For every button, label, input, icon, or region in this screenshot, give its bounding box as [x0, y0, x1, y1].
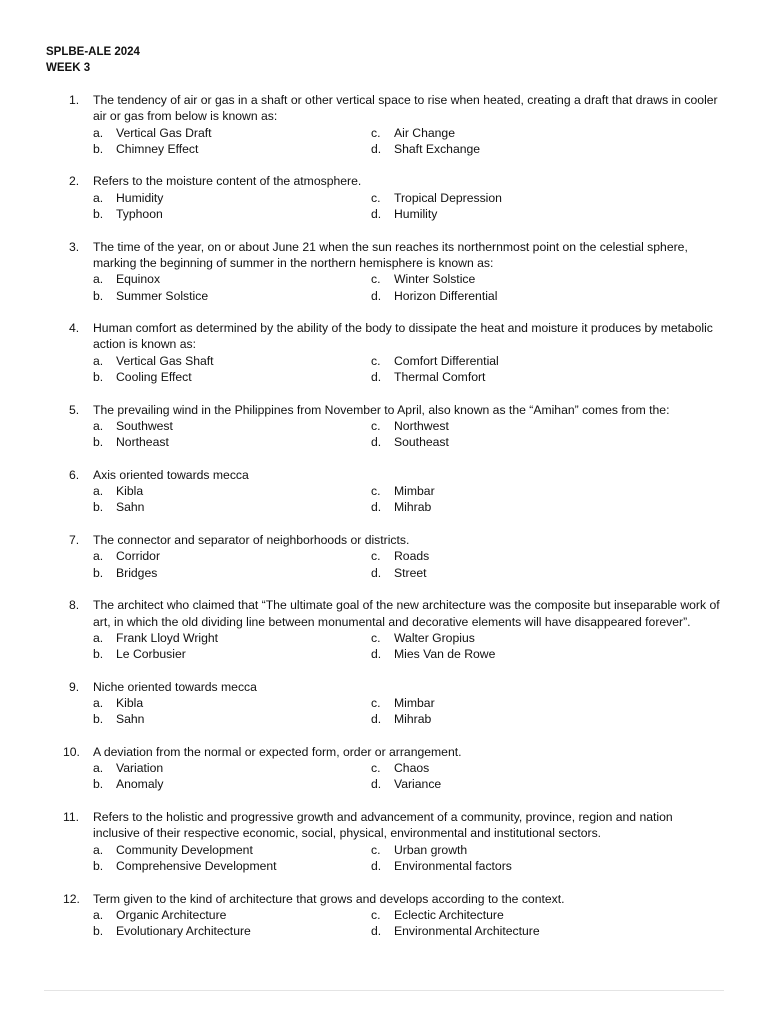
choice-letter: c.	[371, 695, 381, 710]
question-number: 3.	[69, 239, 80, 254]
choice-text: Comprehensive Development	[116, 858, 277, 873]
question-stem	[0, 239, 768, 272]
choice-letter: d.	[371, 370, 382, 385]
choice-letter: d.	[371, 647, 382, 662]
question-2	[0, 173, 768, 222]
choice-letter: a.	[93, 125, 104, 140]
choice-letter: a.	[93, 549, 104, 564]
choice-list	[0, 695, 768, 728]
question-stem	[0, 809, 768, 842]
choice-letter: a.	[93, 418, 104, 433]
choice-text: Equinox	[116, 272, 161, 287]
question-text: A deviation from the normal or expected form, order or arrangement.	[93, 744, 462, 759]
choice-text: Vertical Gas Shaft	[116, 353, 214, 368]
choice-text: Evolutionary Architecture	[116, 924, 251, 939]
choice-text: Vertical Gas Draft	[116, 125, 212, 140]
choice-letter: a.	[93, 353, 104, 368]
choice-letter: d.	[371, 858, 382, 873]
choice-list	[0, 418, 768, 451]
question-number: 4.	[69, 321, 80, 336]
question-stem	[0, 92, 768, 125]
question-number: 2.	[69, 174, 80, 189]
choice-letter: b.	[93, 924, 104, 939]
choice-text: Summer Solstice	[116, 288, 209, 303]
choice-letter: a.	[93, 630, 104, 645]
choice-list	[0, 760, 768, 793]
question-10	[0, 744, 768, 793]
choice-letter: d.	[371, 924, 382, 939]
choice-letter: a.	[93, 907, 104, 922]
choice-letter: b.	[93, 500, 104, 515]
choice-letter: c.	[371, 842, 381, 857]
choice-letter: b.	[93, 647, 104, 662]
choice-text: Walter Gropius	[394, 630, 475, 645]
choice-text: Horizon Differential	[394, 288, 498, 303]
choice-letter: d.	[371, 777, 382, 792]
question-number: 1.	[69, 93, 80, 107]
question-number: 5.	[69, 402, 80, 417]
choice-letter: a.	[93, 272, 104, 287]
question-1	[0, 92, 768, 157]
choice-list	[0, 548, 768, 581]
question-text: The time of the year, on or about June 21 when the sun reaches its northernmost point on the celestial sphere, marking the beginning of summer in the northern hemisphere is known as:	[93, 239, 688, 270]
choice-letter: b.	[93, 858, 104, 873]
question-number: 12.	[63, 891, 80, 906]
choice-letter: c.	[371, 418, 381, 433]
choice-letter: a.	[93, 484, 104, 499]
choice-text: Anomaly	[116, 777, 164, 792]
choice-list	[0, 353, 768, 386]
choice-letter: d.	[371, 500, 382, 515]
choice-list	[0, 907, 768, 940]
question-number: 6.	[69, 467, 80, 482]
choice-text: Corridor	[116, 549, 161, 564]
question-stem	[0, 891, 768, 907]
choice-text: Mihrab	[394, 712, 432, 727]
question-stem	[0, 744, 768, 760]
choice-text: Comfort Differential	[394, 353, 499, 368]
choice-letter: c.	[371, 549, 381, 564]
choice-text: Environmental Architecture	[394, 924, 540, 939]
choice-letter: a.	[93, 190, 104, 205]
choice-text: Humility	[394, 207, 438, 222]
question-text: Term given to the kind of architecture that grows and develops according to the context.	[93, 891, 565, 906]
choice-text: Southwest	[116, 418, 173, 433]
question-text: The connector and separator of neighborhoods or districts.	[93, 533, 410, 548]
choice-letter: c.	[371, 125, 381, 140]
choice-text: Variance	[394, 777, 442, 792]
question-number: 9.	[69, 679, 80, 694]
question-5	[0, 402, 768, 451]
choice-letter: c.	[371, 484, 381, 499]
question-number: 10.	[63, 744, 80, 759]
choice-text: Chaos	[394, 761, 430, 776]
choice-text: Tropical Depression	[394, 190, 502, 205]
choice-text: Organic Architecture	[116, 907, 227, 922]
exam-title: SPLBE-ALE 2024	[46, 46, 140, 58]
choice-text: Le Corbusier	[116, 647, 186, 662]
choice-text: Kibla	[116, 695, 144, 710]
choice-letter: a.	[93, 761, 104, 776]
choice-letter: c.	[371, 353, 381, 368]
choice-text: Sahn	[116, 712, 145, 727]
choice-list	[0, 190, 768, 223]
choice-letter: b.	[93, 141, 104, 156]
choice-letter: b.	[93, 435, 104, 450]
question-11	[0, 809, 768, 874]
question-3	[0, 239, 768, 304]
choice-letter: d.	[371, 565, 382, 580]
question-text: Niche oriented towards mecca	[93, 679, 257, 694]
question-text: The architect who claimed that “The ultimate goal of the new architecture was the composite but inseparable work of art, in which the old dividing line between monumental and decorative elements will have disappeared forever”.	[93, 598, 720, 629]
question-text: Refers to the holistic and progressive growth and advancement of a community, province, region and nation inclusive of their respective economic, social, physical, environmental and institutional sectors.	[93, 810, 673, 841]
choice-text: Eclectic Architecture	[394, 907, 504, 922]
choice-letter: d.	[371, 141, 382, 156]
choice-text: Kibla	[116, 484, 144, 499]
choice-text: Air Change	[394, 125, 455, 140]
question-stem	[0, 597, 768, 630]
choice-letter: c.	[371, 630, 381, 645]
question-list	[0, 92, 768, 956]
choice-text: Community Development	[116, 842, 253, 857]
choice-letter: a.	[93, 842, 104, 857]
choice-letter: b.	[93, 288, 104, 303]
choice-list	[0, 483, 768, 516]
choice-text: Thermal Comfort	[394, 370, 486, 385]
choice-letter: a.	[93, 695, 104, 710]
choice-text: Mimbar	[394, 695, 435, 710]
choice-text: Environmental factors	[394, 858, 512, 873]
choice-text: Chimney Effect	[116, 141, 199, 156]
document-header	[46, 44, 140, 76]
choice-text: Frank Lloyd Wright	[116, 630, 219, 645]
choice-letter: d.	[371, 288, 382, 303]
choice-text: Humidity	[116, 190, 164, 205]
choice-letter: c.	[371, 190, 381, 205]
question-text: The prevailing wind in the Philippines from November to April, also known as the “Amihan” comes from the:	[93, 402, 670, 417]
choice-text: Shaft Exchange	[394, 141, 481, 156]
question-number: 11.	[63, 810, 80, 825]
choice-letter: b.	[93, 207, 104, 222]
choice-text: Cooling Effect	[116, 370, 192, 385]
choice-text: Northwest	[394, 418, 449, 433]
question-4	[0, 320, 768, 385]
choice-letter: b.	[93, 370, 104, 385]
choice-letter: c.	[371, 761, 381, 776]
question-text: Refers to the moisture content of the atmosphere.	[93, 174, 362, 189]
question-number: 8.	[69, 598, 80, 613]
page-bottom-divider	[44, 990, 724, 991]
choice-text: Mimbar	[394, 484, 435, 499]
question-stem	[0, 532, 768, 548]
choice-text: Typhoon	[116, 207, 163, 222]
question-text: Human comfort as determined by the ability of the body to dissipate the heat and moisture it produces by metabolic action is known as:	[93, 321, 713, 352]
choice-list	[0, 842, 768, 875]
question-stem	[0, 320, 768, 353]
question-8	[0, 597, 768, 662]
question-stem	[0, 679, 768, 695]
question-6	[0, 467, 768, 516]
choice-letter: d.	[371, 712, 382, 727]
question-stem	[0, 467, 768, 483]
question-9	[0, 679, 768, 728]
question-number: 7.	[69, 533, 80, 548]
choice-text: Mies Van de Rowe	[394, 647, 496, 662]
choice-letter: d.	[371, 435, 382, 450]
choice-letter: b.	[93, 777, 104, 792]
choice-text: Winter Solstice	[394, 272, 476, 287]
choice-text: Sahn	[116, 500, 145, 515]
question-text: The tendency of air or gas in a shaft or other vertical space to rise when heated, creating a draft that draws in cooler air or gas from below is known as:	[93, 93, 718, 124]
question-stem	[0, 402, 768, 418]
choice-list	[0, 630, 768, 663]
choice-letter: c.	[371, 907, 381, 922]
question-text: Axis oriented towards mecca	[93, 467, 249, 482]
choice-letter: c.	[371, 272, 381, 287]
choice-list	[0, 271, 768, 304]
choice-text: Street	[394, 565, 427, 580]
question-7	[0, 532, 768, 581]
week-label: WEEK 3	[46, 62, 91, 74]
choice-text: Northeast	[116, 435, 169, 450]
choice-text: Urban growth	[394, 842, 468, 857]
choice-list	[0, 125, 768, 158]
choice-text: Variation	[116, 761, 164, 776]
choice-text: Bridges	[116, 565, 158, 580]
question-stem	[0, 173, 768, 189]
choice-text: Roads	[394, 549, 430, 564]
choice-letter: b.	[93, 565, 104, 580]
question-12	[0, 891, 768, 940]
choice-text: Mihrab	[394, 500, 432, 515]
choice-text: Southeast	[394, 435, 449, 450]
choice-letter: b.	[93, 712, 104, 727]
choice-letter: d.	[371, 207, 382, 222]
